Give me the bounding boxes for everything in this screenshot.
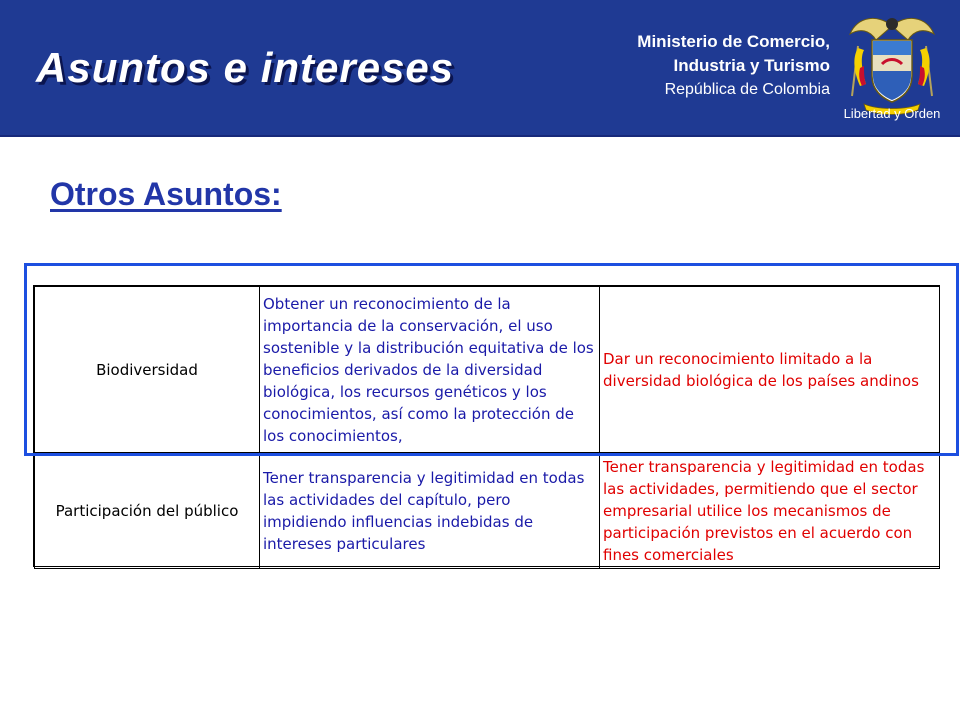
ministry-line-3: República de Colombia	[664, 81, 830, 98]
page-title: Asuntos e intereses	[36, 44, 455, 91]
topic-cell: Participación del público	[35, 453, 260, 569]
topic-cell: Biodiversidad	[35, 287, 260, 453]
seal-caption: Libertad y Orden	[843, 106, 941, 121]
table-row	[35, 287, 940, 453]
header-banner	[0, 0, 960, 137]
comparison-table-grid	[34, 286, 940, 569]
ministry-line-2: Industria y Turismo	[673, 56, 830, 75]
ministry-block	[637, 30, 830, 102]
table-row	[35, 453, 940, 569]
ministry-line-1: Ministerio de Comercio,	[637, 32, 830, 51]
comparison-table	[33, 285, 940, 567]
position-b-cell: Dar un reconocimiento limitado a la diversidad biológica de los países andinos	[600, 287, 940, 453]
position-b-cell: Tener transparencia y legitimidad en todas las actividades, permitiendo que el sector empresarial utilice los mecanismos de participación previstos en el acuerdo con fines comerciales	[600, 453, 940, 569]
position-a-cell: Tener transparencia y legitimidad en todas las actividades del capítulo, pero impidiendo influencias indebidas de intereses particulares	[260, 453, 600, 569]
position-a-cell: Obtener un reconocimiento de la importancia de la conservación, el uso sostenible y la distribución equitativa de los beneficios derivados de la diversidad biológica, los recursos genéticos y los conocimientos, así como la protección de los conocimientos,	[260, 287, 600, 453]
section-title: Otros Asuntos:	[50, 176, 282, 212]
